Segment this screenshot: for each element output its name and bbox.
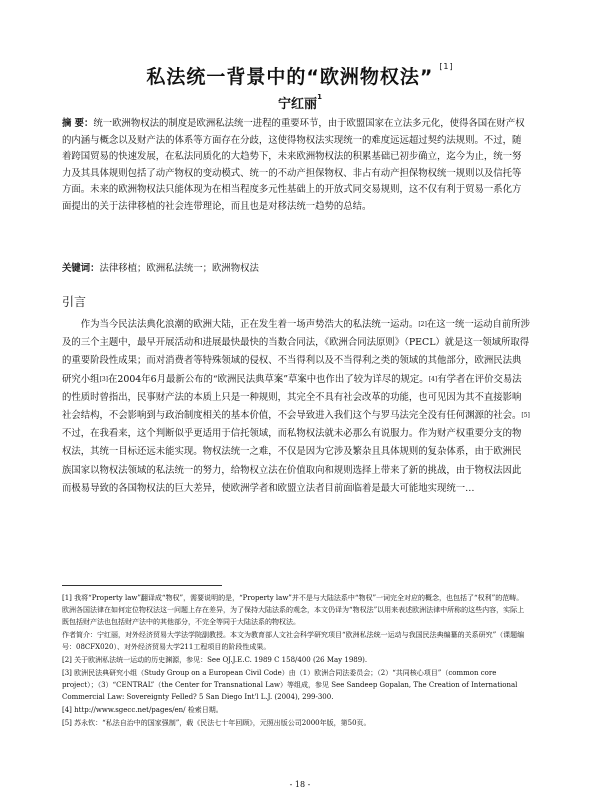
- author-text: 宁红丽: [278, 97, 318, 112]
- keywords-label: 关键词：: [62, 263, 100, 274]
- footnote-marker[interactable]: [3]: [99, 375, 109, 383]
- footnote-divider: [62, 585, 222, 586]
- paper-title: [0, 62, 600, 89]
- body-text-4: 有学者在评价交易法的性质时曾指出，民事财产法的本质上只是一种规则，其完全不具有社会改革的功能，也可见因为其不直接影响社会结构，不会影响到与政治制度相关的基本价值，不会导致进入我们这个与罗马法完全没有任何渊源的社会。: [62, 373, 522, 422]
- abstract: [62, 116, 530, 215]
- abstract-label: 摘 要：: [62, 118, 94, 129]
- page-number: - 18 -: [289, 780, 311, 789]
- footnotes: [62, 592, 530, 730]
- author-name: [0, 93, 600, 112]
- footnote: [1] 我将“Property law”翻译成“物权”，需要说明的是，“Property law”并不是与大陆法系中“物权”一词完全对应的概念，也包括了“权利”的范畴。欧洲各国法律在如何定位物权法这一问题上存在差异，为了保持大陆法系的观念，本文仍译为“物权法”以用来表述欧洲法律中所称的这些内容，实际上既包括财产法也包括财产法中的其他部分，不完全等同于大陆法系的物权法。: [62, 594, 525, 626]
- section-heading: 引言: [62, 295, 87, 309]
- body-text-2: 在这一统一运动自前所涉及的三个主题中，最早开展活动和进展最快最快的当数合同法，《欧洲合同法原则》（PECL）就是这一领域所取得的重要阶段性成果；而对消费者等特殊领域的侵权、不当得利以及不当得利之类的领域的其他部分，欧洲民法典研究小组: [62, 319, 530, 385]
- keywords-text: 法律移植；欧洲私法统一；欧洲物权法: [99, 263, 259, 274]
- footnote-marker[interactable]: [4]: [428, 375, 438, 383]
- author-footnote-marker: 1: [317, 93, 322, 101]
- keywords: [62, 261, 530, 277]
- footnote-marker[interactable]: [2]: [418, 321, 427, 328]
- footnote: [2] 关于欧洲私法统一运动的历史渊源，参见：See OJ.J.E.C. 1989 C 158/400 (26 May 1989).: [62, 656, 368, 664]
- body-text-5: 不过，在我看来，这个判断似乎更适用于信托领域，而私物权法就未必那么有说服力。作为财产权重要分支的物权法，其统一目标还远未能实现。物权法统一之难，不仅是因为它涉及繁杂且具体规则的复杂体系，由于欧洲民族国家以物权法领域的私法统一的努力，给物权立法在价值取向和规则选择上带来了新的挑战，由于物权法因此而极易导致的各国物权法的巨大差异，使欧洲学者和欧盟立法者目前面临着是最大可能地实现统一…: [62, 428, 522, 494]
- footnote: 作者简介：宁红丽，对外经济贸易大学法学院副教授。本文为教育部人文社会科学研究项目“欧洲私法统一运动与我国民法典编纂的关系研究”（课题编号：08CFX020）、对外经济贸易大学211工程项目的阶段性成果。: [62, 631, 525, 651]
- footnote-link[interactable]: [4] http://www.sgecc.net/pages/en/ 检索日期。: [62, 706, 223, 714]
- abstract-text: 统一欧洲物权法的制度是欧洲私法统一进程的重要环节，由于欧盟国家在立法多元化，使得各国在财产权的内涵与概念以及财产法的体系等方面存在分歧，这使得物权法实现统一的难度远远超过契约法规则。不过，随着跨国贸易的快速发展，在私法同质化的大趋势下，未来欧洲物权法的积累基础已初步确立，迄今为止，统一努力及其具体规则包括了动产物权的变动模式、统一的不动产担保物权、非占有动产担保物权统一规则以及信托等方面。未来的欧洲物权法只能体现为在相当程度多元性基础上的开放式同交易规则，这不仅有利于贸易一系化方面提出的关于法律移植的社会连带理论，而且也是对移法统一趋势的总结。: [62, 118, 525, 212]
- body-text-3: 在2004年6月最新公布的“欧洲民法典草案”草案中也作出了较为详尽的规定。: [108, 373, 429, 385]
- body-paragraph: [62, 316, 530, 498]
- footnote: [3] 欧洲民法典研究小组（Study Group on a European Civil Code）由（1）欧洲合同法委员会；（2）“共同核心项目”（common core project）；（3）“CENTRAL”（the Center for Transnational Law）等组成，参见 See Sandeep Gopalan, The Creation of International Commercial Law: Sovereignty Felled? 5 San Diego Int'l L.J. (2004), 299-300.: [62, 669, 518, 701]
- title-text: 私法统一背景中的“欧洲物权法”: [146, 66, 434, 88]
- body-text-1: 作为当今民法法典化浪潮的欧洲大陆，正在发生着一场声势浩大的私法统一运动。: [80, 319, 419, 330]
- footnote-marker[interactable]: [5]: [521, 412, 530, 420]
- title-footnote-marker: [1]: [439, 62, 454, 71]
- footnote: [5] 苏永钦：“私法自治中的国家强制”，载《民法七十年回顾》，元照出版公司2000年版，第50页。: [62, 719, 371, 727]
